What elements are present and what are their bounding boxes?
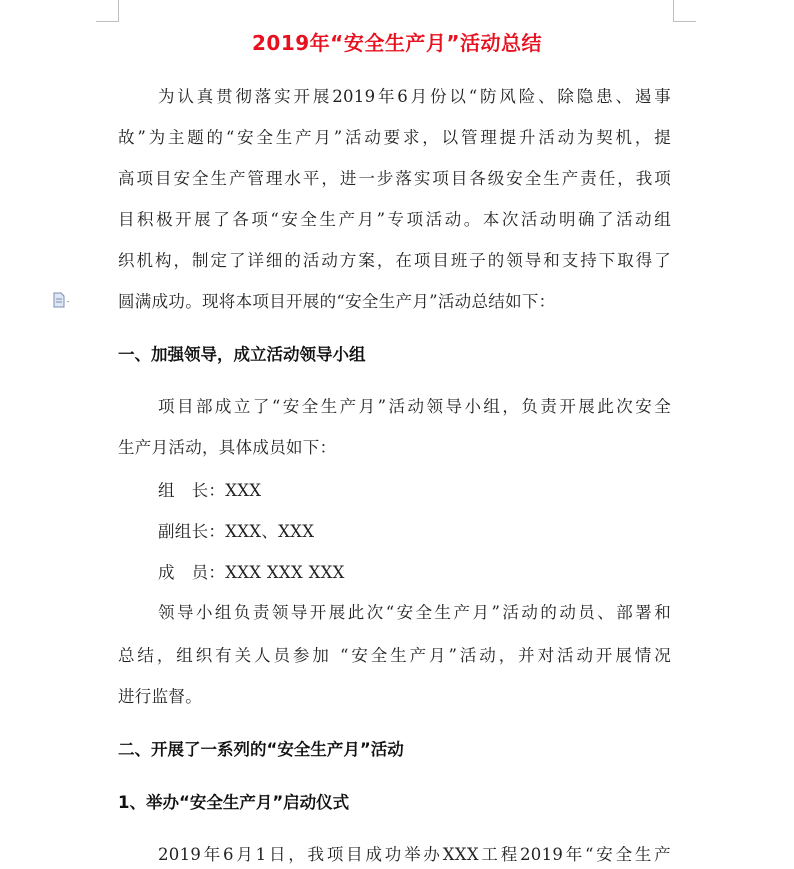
crop-mark-right-horizontal bbox=[673, 21, 696, 22]
member-staff: 成 员：XXX XXX XXX bbox=[158, 563, 345, 582]
member-deputy: 副组长：XXX、XXX bbox=[158, 522, 315, 541]
intro-line-2: 故”为主题的“安全生产月”活动要求，以管理提升活动为契机，提 bbox=[118, 128, 671, 147]
crop-mark-right-vertical bbox=[673, 0, 674, 22]
duty-line-3: 进行监督。 bbox=[118, 687, 202, 706]
crop-mark-left-horizontal bbox=[96, 21, 119, 22]
intro-line-3: 高项目安全生产管理水平，进一步落实项目各级安全生产责任，我项 bbox=[118, 169, 671, 188]
section1-line-2: 生产月活动，具体成员如下： bbox=[118, 438, 337, 457]
section1-line-1: 项目部成立了“安全生产月”活动领导小组，负责开展此次安全 bbox=[158, 397, 671, 416]
intro-line-4: 目积极开展了各项“安全生产月”专项活动。本次活动明确了活动组 bbox=[118, 210, 671, 229]
intro-line-1: 为认真贯彻落实开展2019年6月份以“防风险、除隐患、遏事 bbox=[158, 87, 671, 106]
duty-line-2: 总结，组织有关人员参加 “安全生产月”活动，并对活动开展情况 bbox=[118, 646, 671, 665]
duty-line-1: 领导小组负责领导开展此次“安全生产月”活动的动员、部署和 bbox=[158, 603, 671, 622]
section2-heading: 二、开展了一系列的“安全生产月”活动 bbox=[118, 740, 404, 759]
intro-line-6: 圆满成功。现将本项目开展的“安全生产月”活动总结如下： bbox=[118, 292, 556, 311]
section1-heading: 一、加强领导，成立活动领导小组 bbox=[118, 345, 366, 364]
sub1-heading: 1、举办“安全生产月”启动仪式 bbox=[118, 793, 350, 812]
paragraph-document-icon[interactable] bbox=[53, 292, 71, 308]
crop-mark-left-vertical bbox=[118, 0, 119, 22]
last-line: 2019年6月1日，我项目成功举办XXX工程2019年“安全生产 bbox=[158, 845, 671, 864]
intro-line-5: 织机构，制定了详细的活动方案，在项目班子的领导和支持下取得了 bbox=[118, 251, 671, 270]
document-title: 2019年“安全生产月”活动总结 bbox=[252, 31, 542, 55]
member-leader: 组 长：XXX bbox=[158, 481, 262, 500]
